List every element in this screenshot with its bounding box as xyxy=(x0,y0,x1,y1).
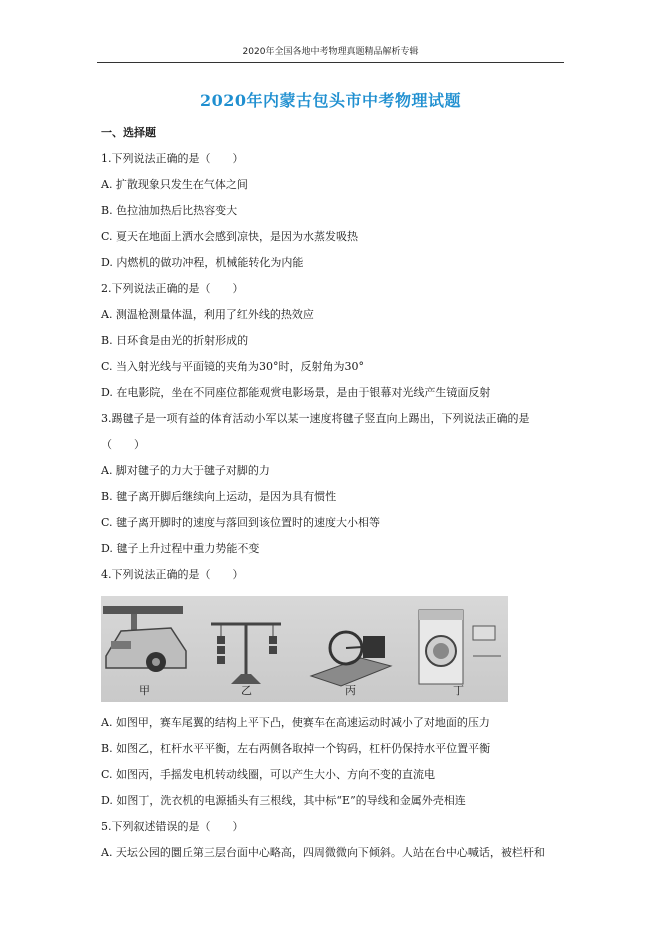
option-b: B. 如图乙，杠杆水平平衡，左右两侧各取掉一个钩码，杠杆仍保持水平位置平衡 xyxy=(101,742,491,755)
option-a: A. 扩散现象只发生在气体之间 xyxy=(101,178,248,191)
option-d: D. 在电影院，坐在不同座位都能观赏电影场景，是由于银幕对光线产生镜面反射 xyxy=(101,386,491,399)
option-a: A. 如图甲，赛车尾翼的结构上平下凸，使赛车在高速运动时减小了对地面的压力 xyxy=(101,716,490,729)
option-c: C. 如图丙，手摇发电机转动线圈，可以产生大小、方向不变的直流电 xyxy=(101,768,436,781)
question-stem: 4.下列说法正确的是（ ） xyxy=(101,568,244,581)
page-header: 2020年全国各地中考物理真题精品解析专辑 xyxy=(97,42,564,63)
option-b: B. 毽子离开脚后继续向上运动，是因为具有惯性 xyxy=(101,490,337,503)
option-b: B. 色拉油加热后比热容变大 xyxy=(101,204,238,217)
option-b: B. 日环食是由光的折射形成的 xyxy=(101,334,249,347)
question-stem: 5.下列叙述错误的是（ ） xyxy=(101,820,244,833)
figure-label-yi: 乙 xyxy=(241,684,252,697)
washing-machine-illustration xyxy=(419,610,501,684)
lever-illustration xyxy=(211,624,281,684)
question-stem: 2.下列说法正确的是（ ） xyxy=(101,282,244,295)
generator-illustration xyxy=(311,632,391,686)
option-d: D. 内燃机的做功冲程，机械能转化为内能 xyxy=(101,256,304,269)
race-car-illustration xyxy=(103,606,186,672)
question-4-figure xyxy=(101,596,508,702)
question-1 xyxy=(101,146,564,276)
option-d: D. 如图丁，洗衣机的电源插头有三根线，其中标“E”的导线和金属外壳相连 xyxy=(101,794,466,807)
question-3 xyxy=(101,406,564,562)
figure-label-ding: 丁 xyxy=(453,684,464,697)
question-stem-line1: 3.踢毽子是一项有益的体育活动小军以某一速度将毽子竖直向上踢出，下列说法正确的是 xyxy=(101,412,530,425)
page-title: 2020年内蒙古包头市中考物理试题 xyxy=(199,91,462,110)
option-a: A. 脚对毽子的力大于毽子对脚的力 xyxy=(101,464,270,477)
question-4 xyxy=(101,562,564,814)
option-c: C. 夏天在地面上洒水会感到凉快，是因为水蒸发吸热 xyxy=(101,230,359,243)
option-a: A. 测温枪测量体温，利用了红外线的热效应 xyxy=(101,308,314,321)
option-a: A. 天坛公园的圜丘第三层台面中心略高，四周微微向下倾斜。人站在台中心喊话，被栏杆和 xyxy=(101,846,545,859)
option-c: C. 当入射光线与平面镜的夹角为30°时，反射角为30° xyxy=(101,360,365,373)
question-2 xyxy=(101,276,564,406)
question-stem: 1.下列说法正确的是（ ） xyxy=(101,152,244,165)
exam-content xyxy=(101,120,564,866)
option-d: D. 毽子上升过程中重力势能不变 xyxy=(101,542,260,555)
section-heading: 一、选择题 xyxy=(101,126,156,139)
option-c: C. 毽子离开脚时的速度与落回到该位置时的速度大小相等 xyxy=(101,516,381,529)
figure-photo xyxy=(101,596,508,702)
question-5 xyxy=(101,814,564,866)
figure-label-jia: 甲 xyxy=(139,684,150,697)
figure-label-bing: 丙 xyxy=(345,684,356,697)
question-stem-line2: （ ） xyxy=(101,438,145,451)
